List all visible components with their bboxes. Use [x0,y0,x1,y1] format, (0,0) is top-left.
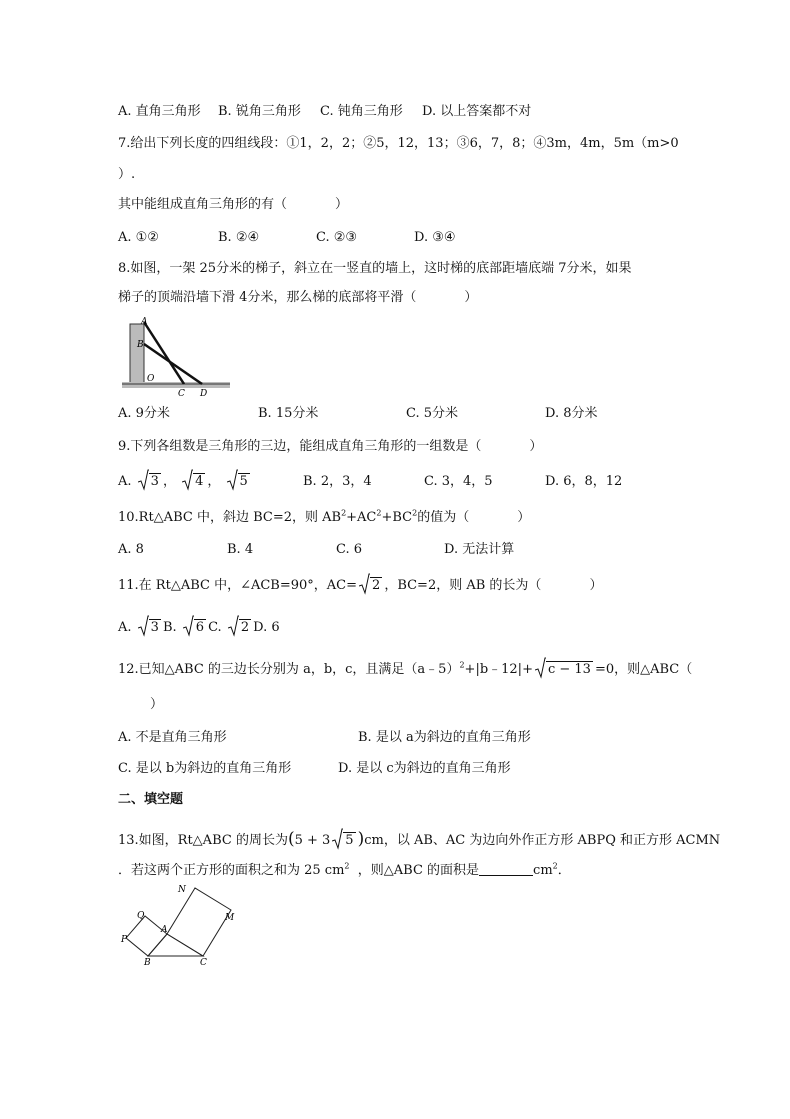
q10-option-a: A. 8 [118,542,144,557]
label-c: C [200,958,207,968]
q13-stem-line1: 13.如图，Rt△ABC 的周长为(5 + 3 5 )cm，以 AB、AC 为边向外作正方形 ABPQ 和正方形 ACMN [118,829,721,849]
wall [130,324,144,384]
q10-option-d: D. 无法计算 [444,542,515,557]
q10-stem: 10.Rt△ABC 中，斜边 BC=2，则 $AB^2+AC^2+BC^2$的值为（ ） [118,508,531,525]
q9-stem-text: 9.下列各组数是三角形的三边，能组成直角三角形的一组数是（ [118,439,482,454]
answer-blank[interactable] [479,861,533,876]
sqrt-2: 2 [359,576,382,596]
ladder-figure [118,312,236,400]
sqrt-3: 3 [138,472,161,492]
sqrt-3: 3 [138,618,161,638]
q8-option-a: A. 9分米 [118,406,170,421]
q6-option-c: C. 钝角三角形 [320,104,403,119]
q7-option-a: A. ①② [118,230,159,245]
sqrt-4: 4 [182,472,205,492]
q7-option-d: D. ③④ [414,230,456,245]
squares-figure [118,884,248,968]
q11-stem-start: 11.在 Rt△ABC 中，∠ACB=90°，AC= [118,578,358,593]
q8-option-c: C. 5分米 [406,406,459,421]
q13-stem-line2: ．若这两个正方形的面积之和为 25 $cm^2$ ，则△ABC 的面积是 $cm^2$． [118,861,571,878]
q9-option-b: B. 2，3，4 [303,474,372,489]
label-q: Q [137,911,145,921]
ground [122,382,230,388]
label-d: D [200,389,208,399]
q11-option-b-letter: B. [162,620,177,635]
q12-option-d: D. 是以 c为斜边的直角三角形 [338,761,511,776]
q12-option-b: B. 是以 a为斜边的直角三角形 [358,730,531,745]
sqrt-6: 6 [183,618,206,638]
label-c: C [178,389,185,399]
q9-option-c: C. 3，4，5 [424,474,493,489]
q7-paren-close: ） [335,197,349,212]
q9-paren-close: ） [529,439,543,454]
q7-stem-line1: 7.给出下列长度的四组线段：①1，2，2；②5，12，13；③6，7，8；④3m，4m，5m（m>0 [118,136,679,151]
q12-option-c: C. 是以 b为斜边的直角三角形 [118,761,292,776]
q6-option-d: D. 以上答案都不对 [422,104,532,119]
triangle-abc [148,934,203,956]
q9-stem [118,437,542,457]
square-acmn [167,888,231,956]
q11-option-c-letter: C. [208,620,222,635]
q13-stem-start: 13.如图，Rt△ABC 的周长为 [118,833,288,848]
label-b: B [144,958,151,968]
label-m: M [225,913,235,923]
q11-option-d: D. 6 [253,620,280,635]
q8-stem-text: 梯子的顶端沿墙下滑 4分米，那么梯的底部将平滑（ [118,290,417,305]
q7-option-c: C. ②③ [316,230,358,245]
sqrt-5: 5 [227,472,250,492]
label-a: A [141,317,148,327]
label-b: B [137,340,144,350]
q11-stem: 11.在 Rt△ABC 中，∠ACB=90°，AC= 2 ，BC=2，则 AB 的长为（ ） [118,576,602,596]
q8-paren-close: ） [464,290,478,305]
q7-option-b: B. ②④ [218,230,260,245]
q8-option-b: B. 15分米 [258,406,319,421]
q12-stem-line2: ） [150,697,164,712]
sqrt-c-minus-13: c − 13 [535,660,593,680]
q6-option-b: B. 锐角三角形 [218,104,301,119]
q9-option-a: A. 3 ， 4 ， 5 [118,472,252,492]
label-a: A [161,925,168,935]
q10-stem-start: 10.Rt△ABC 中，斜边 BC=2，则 AB [118,510,342,525]
q8-stem-line1: 8.如图，一架 25分米的梯子，斜立在一竖直的墙上，这时梯的底部距墙底端 7分米，如果 [118,261,632,276]
q6-option-a: A. 直角三角形 [118,104,201,119]
q12-option-a: A. 不是直角三角形 [118,730,227,745]
q8-stem-line2 [118,288,477,308]
q7-stem-text: 其中能组成直角三角形的有（ [118,197,288,212]
q12-stem-start: 12.已知△ABC 的三边长分别为 a，b，c，且满足（a﹣5） [118,662,460,677]
q10-option-c: C. 6 [336,542,363,557]
q13-stem-line2-start: ．若这两个正方形的面积之和为 25 cm [118,863,345,878]
section-heading-fill-in: 二、填空题 [118,792,184,807]
label-p: P [121,935,128,945]
label-o: O [147,374,155,384]
sqrt-2: 2 [228,618,251,638]
q12-stem-line1: 12.已知△ABC 的三边长分别为 a，b，c，且满足（a﹣5）$^2$+|b﹣12|+ c − 13 =0，则△ABC（ [118,660,692,680]
sqrt-5: 5 [332,831,355,851]
q8-option-d: D. 8分米 [545,406,598,421]
q7-stem-line3 [118,195,348,215]
q11-option-a-letter: A. [118,620,132,635]
q9-option-a-letter: A. [118,474,132,489]
q9-option-d: D. 6，8，12 [545,474,623,489]
square-abpq [126,916,167,956]
q10-option-b: B. 4 [227,542,254,557]
q11-options [118,618,280,638]
q7-stem-line2: ）. [118,167,136,182]
label-n: N [178,885,186,895]
